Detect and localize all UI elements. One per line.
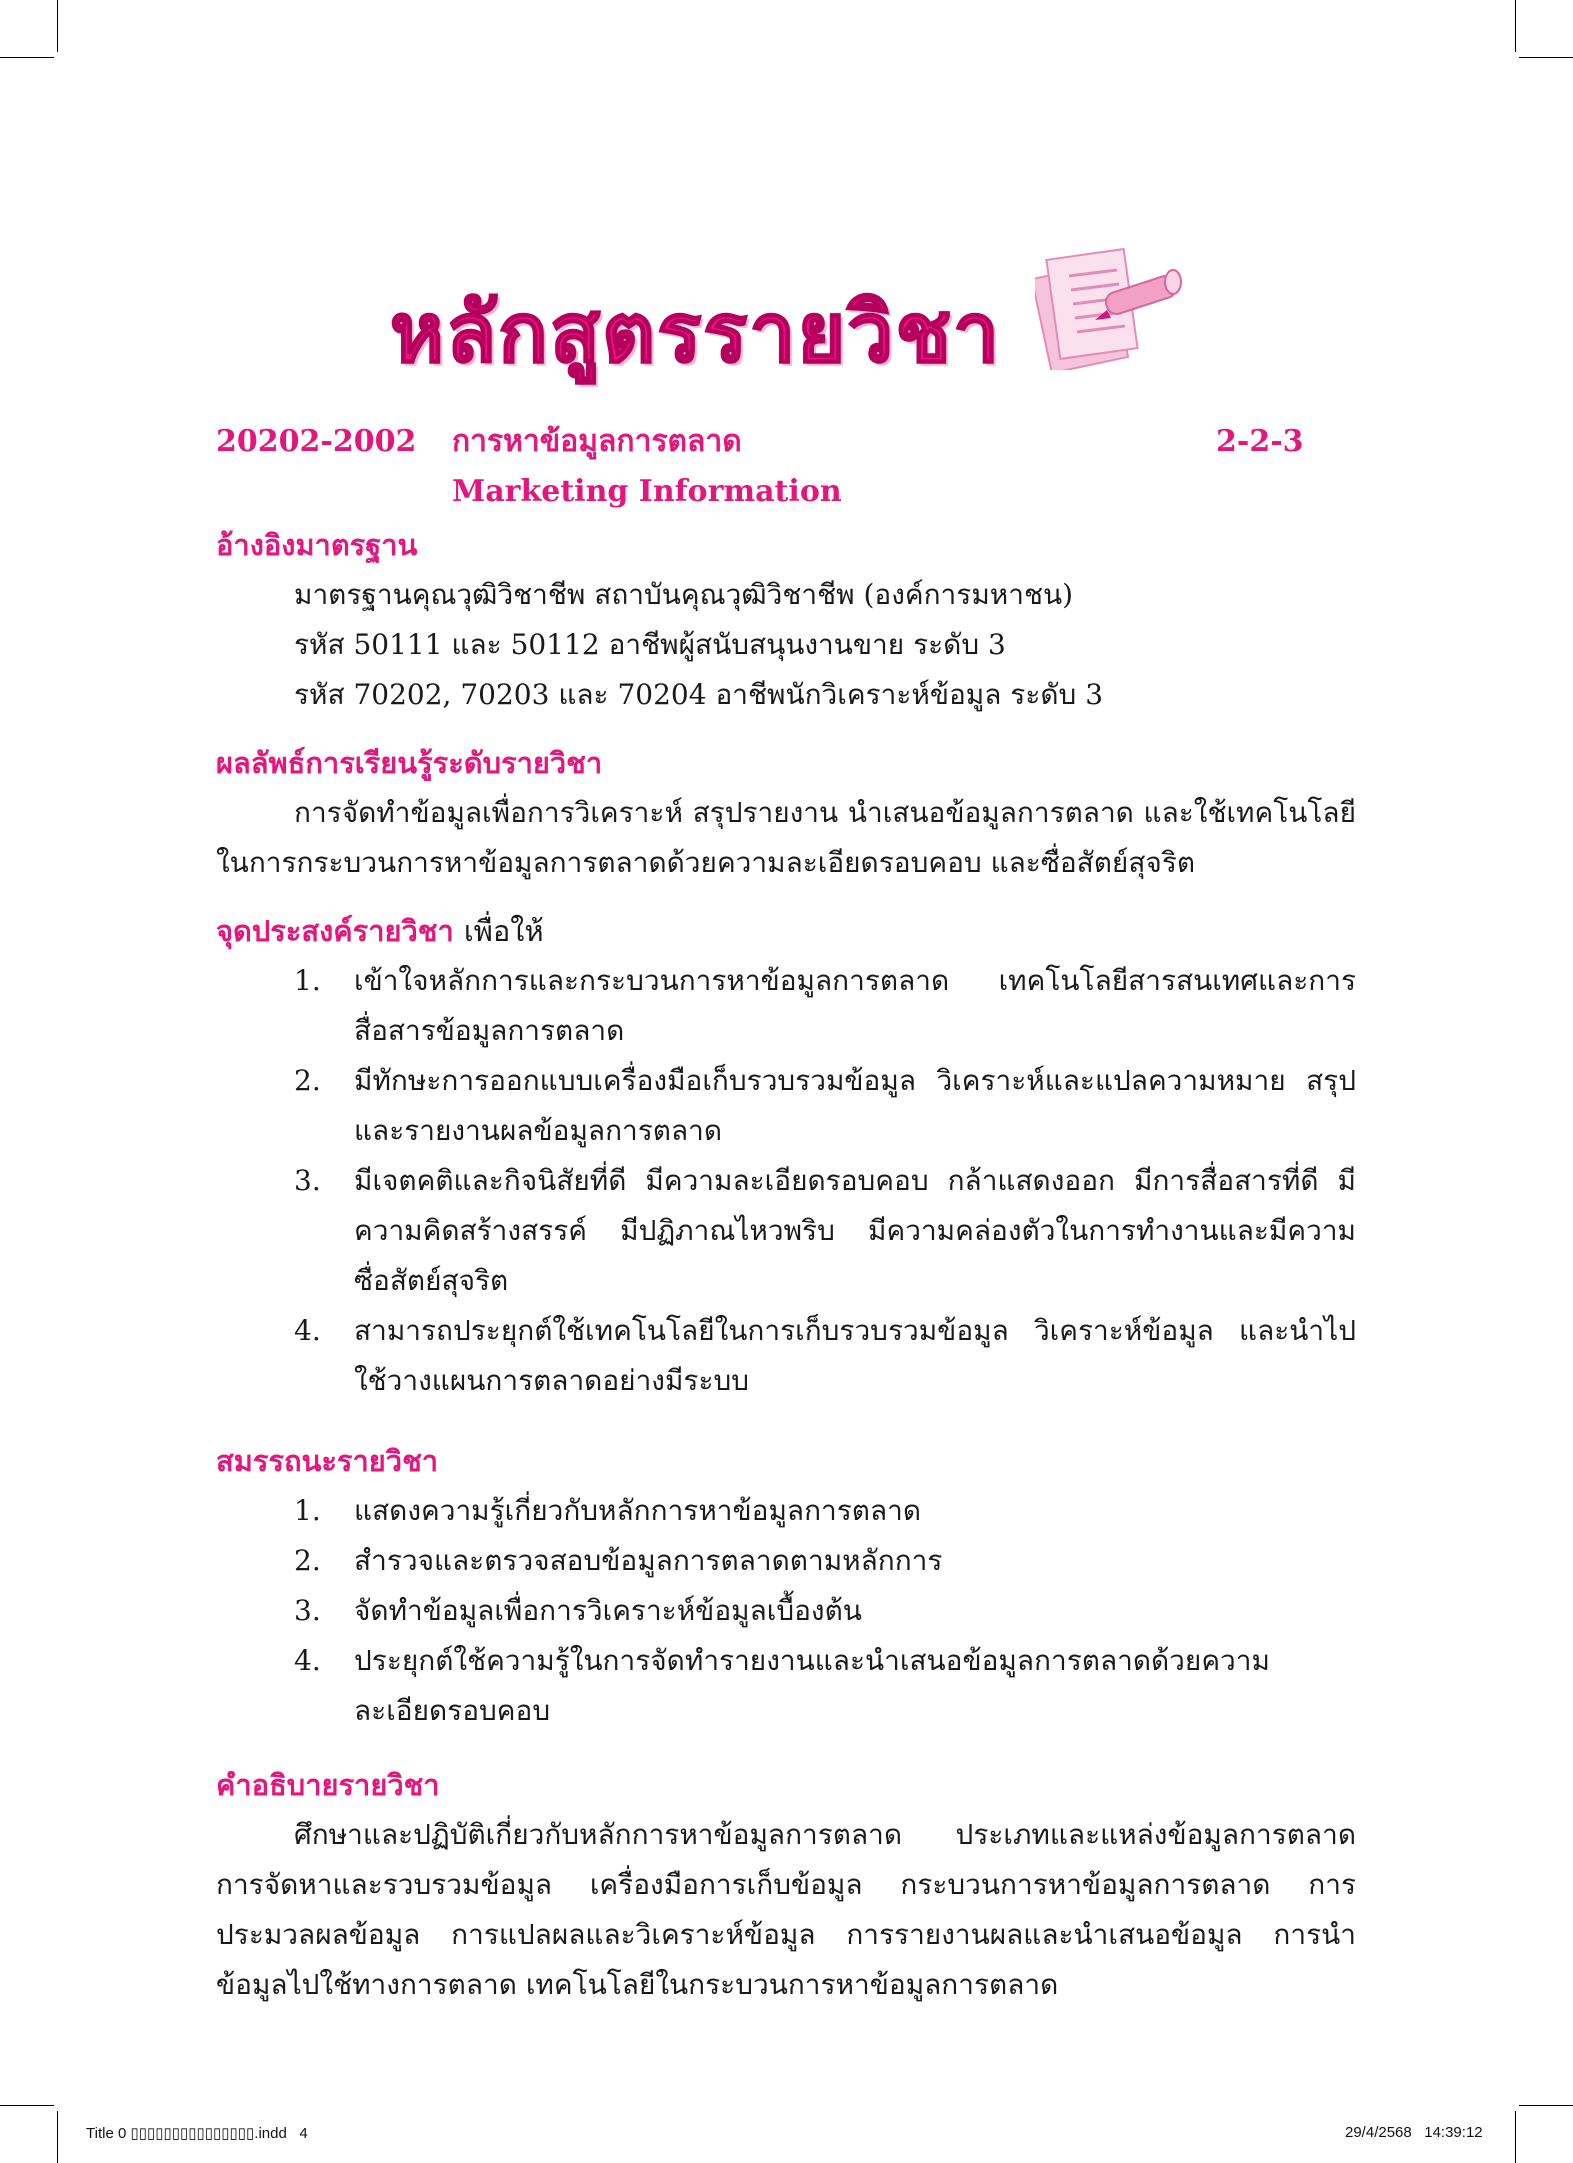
list-item <box>216 1536 1356 1586</box>
item-number: 3. <box>294 1594 321 1627</box>
list-item <box>216 1486 1356 1536</box>
course-header <box>216 416 1316 516</box>
item-text: ประยุกต์ใช้ความรู้ในการจัดทำรายงานและนำเสนอข้อมูลการตลาดด้วยความละเอียดรอบคอบ <box>354 1644 1270 1727</box>
description-text: ศึกษาและปฏิบัติเกี่ยวกับหลักการหาข้อมูลการตลาด ประเภทและแหล่งข้อมูลการตลาด การจัดหาและรวบรวมข้อมูล เครื่องมือการเก็บข้อมูล กระบวนการหาข้อมูลการตลาด การประมวลผลข้อมูล การแปลผลและวิเคราะห์ข้อมูล การรายงานผลและนำเสนอข้อมูล การนำข้อมูลไปใช้ทางการตลาด เทคโนโลยีในกระบวนการหาข้อมูลการตลาด <box>216 1818 1356 2001</box>
outcomes-text: การจัดทำข้อมูลเพื่อการวิเคราะห์ สรุปรายงาน นำเสนอข้อมูลการตลาด และใช้เทคโนโลยีในการกระบวนการหาข้อมูลการตลาดด้วยความละเอียดรอบคอบ และซื่อสัตย์สุจริต <box>216 796 1356 879</box>
section-title: จุดประสงค์รายวิชา <box>216 914 454 948</box>
crop-mark <box>0 2105 54 2106</box>
description-section <box>216 1760 1356 2010</box>
list-item <box>216 956 1356 1056</box>
item-number: 4. <box>294 1644 321 1677</box>
item-number: 3. <box>294 1164 321 1197</box>
item-number: 2. <box>294 1544 321 1577</box>
crop-mark <box>0 57 54 58</box>
list-item <box>216 1156 1356 1306</box>
section-title: อ้างอิงมาตรฐาน <box>216 528 418 562</box>
section-title-tail: เพื่อให้ <box>463 914 544 948</box>
crop-mark <box>1519 2105 1573 2106</box>
crop-mark <box>1515 2111 1516 2163</box>
page-title: หลักสูตรรายวิชา <box>390 286 1002 381</box>
list-item <box>216 1586 1356 1636</box>
item-number: 1. <box>294 1494 321 1527</box>
crop-mark <box>57 0 58 52</box>
list-item <box>216 1636 1356 1736</box>
item-text: สำรวจและตรวจสอบข้อมูลการตลาดตามหลักการ <box>354 1544 943 1577</box>
standards-line: รหัส 70202, 70203 และ 70204 อาชีพนักวิเคราะห์ข้อมูล ระดับ 3 <box>294 678 1104 711</box>
outcomes-section <box>216 738 1356 888</box>
item-text: เข้าใจหลักการและกระบวนการหาข้อมูลการตลาด เทคโนโลยีสารสนเทศและการสื่อสารข้อมูลการตลาด <box>354 964 1356 1047</box>
section-title: สมรรถนะรายวิชา <box>216 1444 439 1478</box>
footer-datetime: 29/4/2568 14:39:12 <box>1345 2124 1483 2141</box>
item-text: จัดทำข้อมูลเพื่อการวิเคราะห์ข้อมูลเบื้องต้น <box>354 1594 862 1627</box>
document-pen-icon <box>1035 240 1185 370</box>
section-title: คำอธิบายรายวิชา <box>216 1768 440 1802</box>
item-text: แสดงความรู้เกี่ยวกับหลักการหาข้อมูลการตลาด <box>354 1494 922 1527</box>
list-item <box>216 1306 1356 1406</box>
item-text: มีเจตคติและกิจนิสัยที่ดี มีความละเอียดรอบคอบ กล้าแสดงออก มีการสื่อสารที่ดี มีความคิดสร้างสรรค์ มีปฏิภาณไหวพริบ มีความคล่องตัวในการทำงานและมีความซื่อสัตย์สุจริต <box>354 1164 1356 1297</box>
course-credits: 2-2-3 <box>1216 423 1304 459</box>
item-text: มีทักษะการออกแบบเครื่องมือเก็บรวบรวมข้อมูล วิเคราะห์และแปลความหมาย สรุปและรายงานผลข้อมูลการตลาด <box>354 1064 1356 1147</box>
item-text: สามารถประยุกต์ใช้เทคโนโลยีในการเก็บรวบรวมข้อมูล วิเคราะห์ข้อมูล และนำไปใช้วางแผนการตลาดอย่างมีระบบ <box>354 1314 1356 1397</box>
standards-section <box>216 520 1356 720</box>
item-number: 2. <box>294 1064 321 1097</box>
footer-page: 4 <box>299 2125 308 2142</box>
section-title: ผลลัพธ์การเรียนรู้ระดับรายวิชา <box>216 746 603 780</box>
footer-file <box>86 2124 308 2142</box>
competencies-section <box>216 1436 1356 1736</box>
page-header <box>390 268 1002 381</box>
course-name-th: การหาข้อมูลการตลาด <box>452 423 742 459</box>
footer-filename: Title 0 ▯▯▯▯▯▯▯▯▯▯▯▯▯▯▯.indd <box>86 2125 287 2142</box>
course-code: 20202-2002 <box>216 423 417 459</box>
item-number: 1. <box>294 964 321 997</box>
course-name-en: Marketing Information <box>452 473 842 509</box>
crop-mark <box>1519 57 1573 58</box>
crop-mark <box>57 2111 58 2163</box>
objectives-section <box>216 906 1356 1406</box>
standards-line: มาตรฐานคุณวุฒิวิชาชีพ สถาบันคุณวุฒิวิชาชีพ (องค์การมหาชน) <box>294 578 1074 611</box>
crop-mark <box>1515 0 1516 52</box>
item-number: 4. <box>294 1314 321 1347</box>
list-item <box>216 1056 1356 1156</box>
standards-line: รหัส 50111 และ 50112 อาชีพผู้สนับสนุนงานขาย ระดับ 3 <box>294 628 1006 661</box>
